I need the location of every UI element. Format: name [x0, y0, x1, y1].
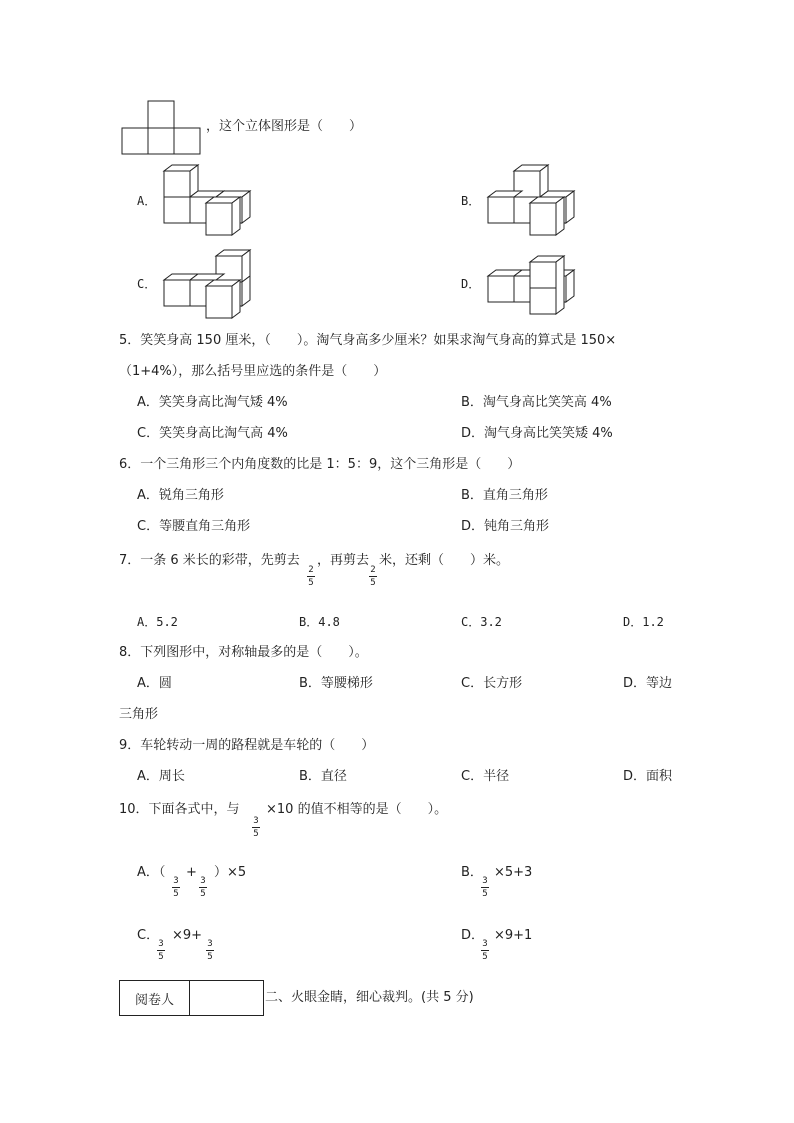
fraction-bar: [481, 950, 489, 951]
q6-option-a[interactable]: A．锐角三角形: [137, 488, 224, 503]
fraction-num: 3: [482, 939, 488, 949]
q10-option-c-mid: ×9+: [172, 928, 203, 943]
reviewer-score-box: [119, 980, 264, 1016]
fraction-num: 3: [207, 939, 213, 949]
fraction-bar: [206, 950, 214, 951]
fraction-bar: [252, 827, 260, 828]
fraction-bar: [369, 576, 377, 577]
q10-option-b-label[interactable]: B．: [461, 865, 483, 880]
q10-fraction: [252, 816, 260, 839]
fraction-bar: [157, 950, 165, 951]
q4-option-c-label[interactable]: C．: [137, 277, 157, 291]
q8-option-c[interactable]: C．长方形: [461, 676, 523, 691]
q7-option-d[interactable]: D．1.2: [623, 615, 664, 629]
q6-option-c[interactable]: C．等腰直角三角形: [137, 519, 251, 534]
q4-view-figure: [122, 101, 202, 155]
q10-option-a-fraction-2: [199, 876, 207, 899]
q9-option-c[interactable]: C．半径: [461, 769, 510, 784]
q4-option-b-cubes[interactable]: [484, 163, 579, 238]
q4-option-c-cubes[interactable]: [160, 246, 255, 321]
fraction-den: 5: [173, 889, 179, 899]
fraction-num: 3: [200, 876, 206, 886]
q8-option-d[interactable]: D．等边: [623, 676, 673, 691]
q10-option-b-tail: ×5+3: [494, 865, 533, 880]
q7-fraction-1-num: 2: [308, 565, 314, 575]
q5-stem-line2: （1+4%），那么括号里应选的条件是（ ）: [119, 364, 387, 379]
reviewer-label: 阅卷人: [120, 981, 190, 1015]
reviewer-signature-cell[interactable]: [190, 981, 263, 1015]
q9-option-d[interactable]: D．面积: [623, 769, 673, 784]
q7-fraction-2-num: 2: [370, 565, 376, 575]
q6-option-b[interactable]: B．直角三角形: [461, 488, 548, 503]
q9-option-b[interactable]: B．直径: [299, 769, 347, 784]
q9-stem: 9．车轮转动一周的路程就是车轮的（ ）: [119, 738, 375, 753]
q10-option-b-fraction: [481, 876, 489, 899]
q5-option-a[interactable]: A．笑笑身高比淘气矮 4%: [137, 395, 288, 410]
q7-option-a[interactable]: A．5.2: [137, 615, 178, 629]
q8-option-d-wrap: 三角形: [119, 707, 159, 722]
q4-option-a-cubes[interactable]: [160, 163, 255, 238]
q10-option-d-tail: ×9+1: [494, 928, 533, 943]
q6-stem: 6．一个三角形三个内角度数的比是 1：5：9，这个三角形是（ ）: [119, 457, 521, 472]
q8-stem: 8．下列图形中，对称轴最多的是（ ）。: [119, 645, 368, 660]
fraction-den: 5: [482, 889, 488, 899]
fraction-num: 3: [173, 876, 179, 886]
q10-stem-part1: 10．下面各式中，与: [119, 802, 240, 817]
fraction-den: 5: [158, 952, 164, 962]
q5-stem-line1: 5．笑笑身高 150 厘米，（ ）。淘气身高多少厘米？如果求淘气身高的算式是 150×: [119, 333, 617, 348]
q10-option-a-label[interactable]: A．（: [137, 865, 166, 880]
q10-option-d-label[interactable]: D．: [461, 928, 485, 943]
q10-option-a-fraction-1: [172, 876, 180, 899]
q9-option-a[interactable]: A．周长: [137, 769, 185, 784]
fraction-num: 3: [482, 876, 488, 886]
fraction-bar: [172, 887, 180, 888]
q7-option-c[interactable]: C．3.2: [461, 615, 502, 629]
fraction-den: 5: [207, 952, 213, 962]
q4-option-a-label[interactable]: A．: [137, 194, 157, 208]
q10-option-a-plus: +: [186, 865, 197, 880]
q10-option-c-label[interactable]: C．: [137, 928, 160, 943]
q8-option-a[interactable]: A．圆: [137, 676, 172, 691]
q10-option-a-tail: ）×5: [214, 865, 247, 880]
fraction-num: 3: [158, 939, 164, 949]
q7-stem-part2: ，再剪去: [317, 553, 370, 568]
q10-fraction-num: 3: [253, 816, 259, 826]
q10-option-d-fraction: [481, 939, 489, 962]
fraction-bar: [481, 887, 489, 888]
q8-option-b[interactable]: B．等腰梯形: [299, 676, 373, 691]
q5-option-d[interactable]: D．淘气身高比笑笑矮 4%: [461, 426, 613, 441]
q10-fraction-den: 5: [253, 829, 259, 839]
fraction-bar: [307, 576, 315, 577]
q7-fraction-1-den: 5: [308, 578, 314, 588]
q10-option-c-fraction-2: [206, 939, 214, 962]
q7-fraction-1: [307, 565, 315, 588]
fraction-den: 5: [200, 889, 206, 899]
q7-fraction-2-den: 5: [370, 578, 376, 588]
fraction-bar: [199, 887, 207, 888]
q10-stem-part2: ×10 的值不相等的是（ ）。: [266, 802, 448, 817]
q7-option-b[interactable]: B．4.8: [299, 615, 340, 629]
section2-title: 二、火眼金睛，细心裁判。(共 5 分): [265, 990, 474, 1005]
fraction-den: 5: [482, 952, 488, 962]
q6-option-d[interactable]: D．钝角三角形: [461, 519, 550, 534]
q5-option-b[interactable]: B．淘气身高比笑笑高 4%: [461, 395, 612, 410]
q4-option-b-label[interactable]: B．: [461, 194, 481, 208]
q4-option-d-cubes[interactable]: [484, 250, 579, 320]
q4-stem: ，这个立体图形是（ ）: [206, 119, 363, 134]
q10-option-c-fraction-1: [157, 939, 165, 962]
q7-stem-part3: 米，还剩（ ）米。: [379, 553, 510, 568]
q5-option-c[interactable]: C．笑笑身高比淘气高 4%: [137, 426, 288, 441]
q4-option-d-label[interactable]: D．: [461, 277, 481, 291]
q7-stem-part1: 7．一条 6 米长的彩带，先剪去: [119, 553, 300, 568]
q7-fraction-2: [369, 565, 377, 588]
